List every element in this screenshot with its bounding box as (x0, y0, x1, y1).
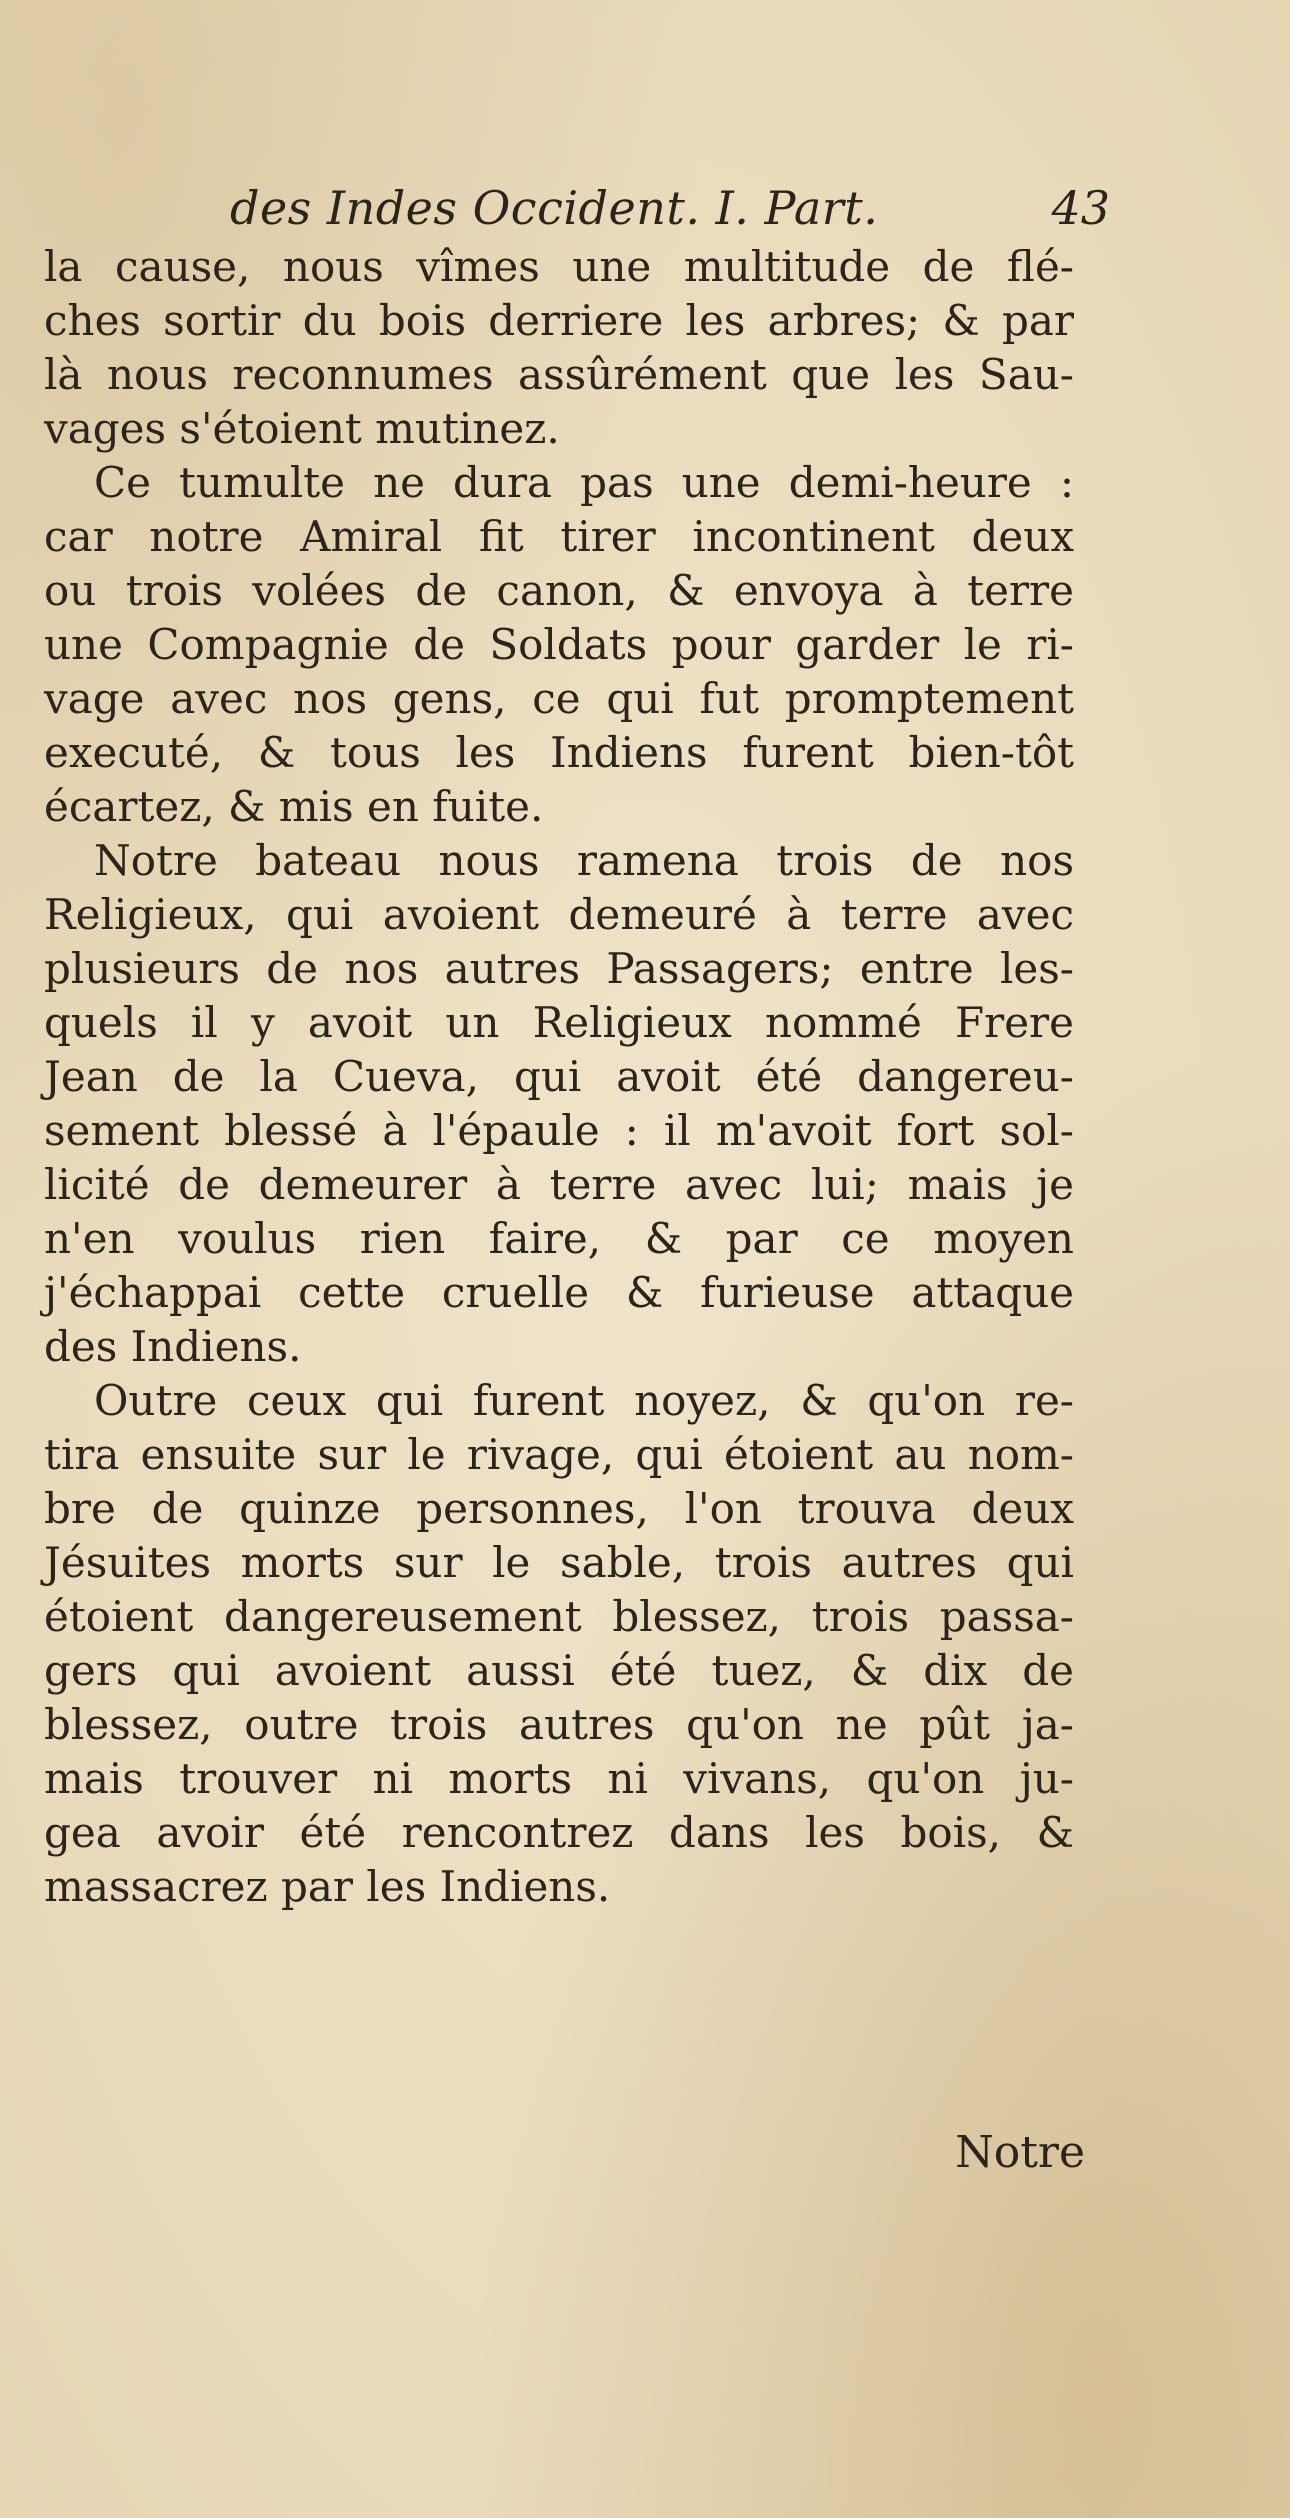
text-line: blessez, outre trois autres qu'on ne pût ja- (44, 1700, 1074, 1749)
text-line: bre de quinze personnes, l'on trouva deux (44, 1484, 1074, 1533)
text-line: des Indiens. (44, 1322, 302, 1371)
body-text (44, 240, 1074, 1914)
text-line: j'échappai cette cruelle & furieuse attaque (44, 1268, 1074, 1317)
text-line: Jean de la Cueva, qui avoit été dangereu- (44, 1052, 1074, 1101)
text-line: sement blessé à l'épaule : il m'avoit fort sol- (44, 1106, 1074, 1155)
text-line: ou trois volées de canon, & envoya à terre (44, 566, 1074, 615)
text-line: Religieux, qui avoient demeuré à terre avec (44, 890, 1074, 939)
text-line: tira ensuite sur le rivage, qui étoient au nom- (44, 1430, 1074, 1479)
text-line: ches sortir du bois derriere les arbres; & par (44, 296, 1074, 345)
text-line: une Compagnie de Soldats pour garder le ri- (44, 620, 1074, 669)
text-line: executé, & tous les Indiens furent bien-tôt (44, 728, 1074, 777)
text-line: Ce tumulte ne dura pas une demi-heure : (94, 458, 1074, 507)
text-line: quels il y avoit un Religieux nommé Frere (44, 998, 1074, 1047)
text-line: gea avoir été rencontrez dans les bois, & (44, 1808, 1074, 1857)
text-line: mais trouver ni morts ni vivans, qu'on ju- (44, 1754, 1074, 1803)
text-line: Jésuites morts sur le sable, trois autres qui (44, 1538, 1074, 1587)
catchword: Notre (955, 2127, 1085, 2178)
text-line: n'en voulus rien faire, & par ce moyen (44, 1214, 1074, 1263)
text-line: la cause, nous vîmes une multitude de flé- (44, 242, 1074, 291)
text-line: massacrez par les Indiens. (44, 1862, 611, 1911)
text-line: Notre bateau nous ramena trois de nos (94, 836, 1074, 885)
text-line: vages s'étoient mutinez. (44, 404, 560, 453)
page-header (230, 178, 1110, 238)
page-number: 43 (1051, 181, 1110, 235)
text-line: Outre ceux qui furent noyez, & qu'on re- (94, 1376, 1074, 1425)
text-line: là nous reconnumes assûrément que les Sau- (44, 350, 1074, 399)
text-line: vage avec nos gens, ce qui fut promptement (44, 674, 1074, 723)
running-title: des Indes Occident. I. Part. (230, 181, 879, 235)
text-line: car notre Amiral fit tirer incontinent deux (44, 512, 1074, 561)
text-line: plusieurs de nos autres Passagers; entre les- (44, 944, 1074, 993)
text-line: étoient dangereusement blessez, trois passa- (44, 1592, 1074, 1641)
text-line: écartez, & mis en fuite. (44, 782, 544, 831)
text-line: gers qui avoient aussi été tuez, & dix de (44, 1646, 1074, 1695)
text-line: licité de demeurer à terre avec lui; mais je (44, 1160, 1074, 1209)
